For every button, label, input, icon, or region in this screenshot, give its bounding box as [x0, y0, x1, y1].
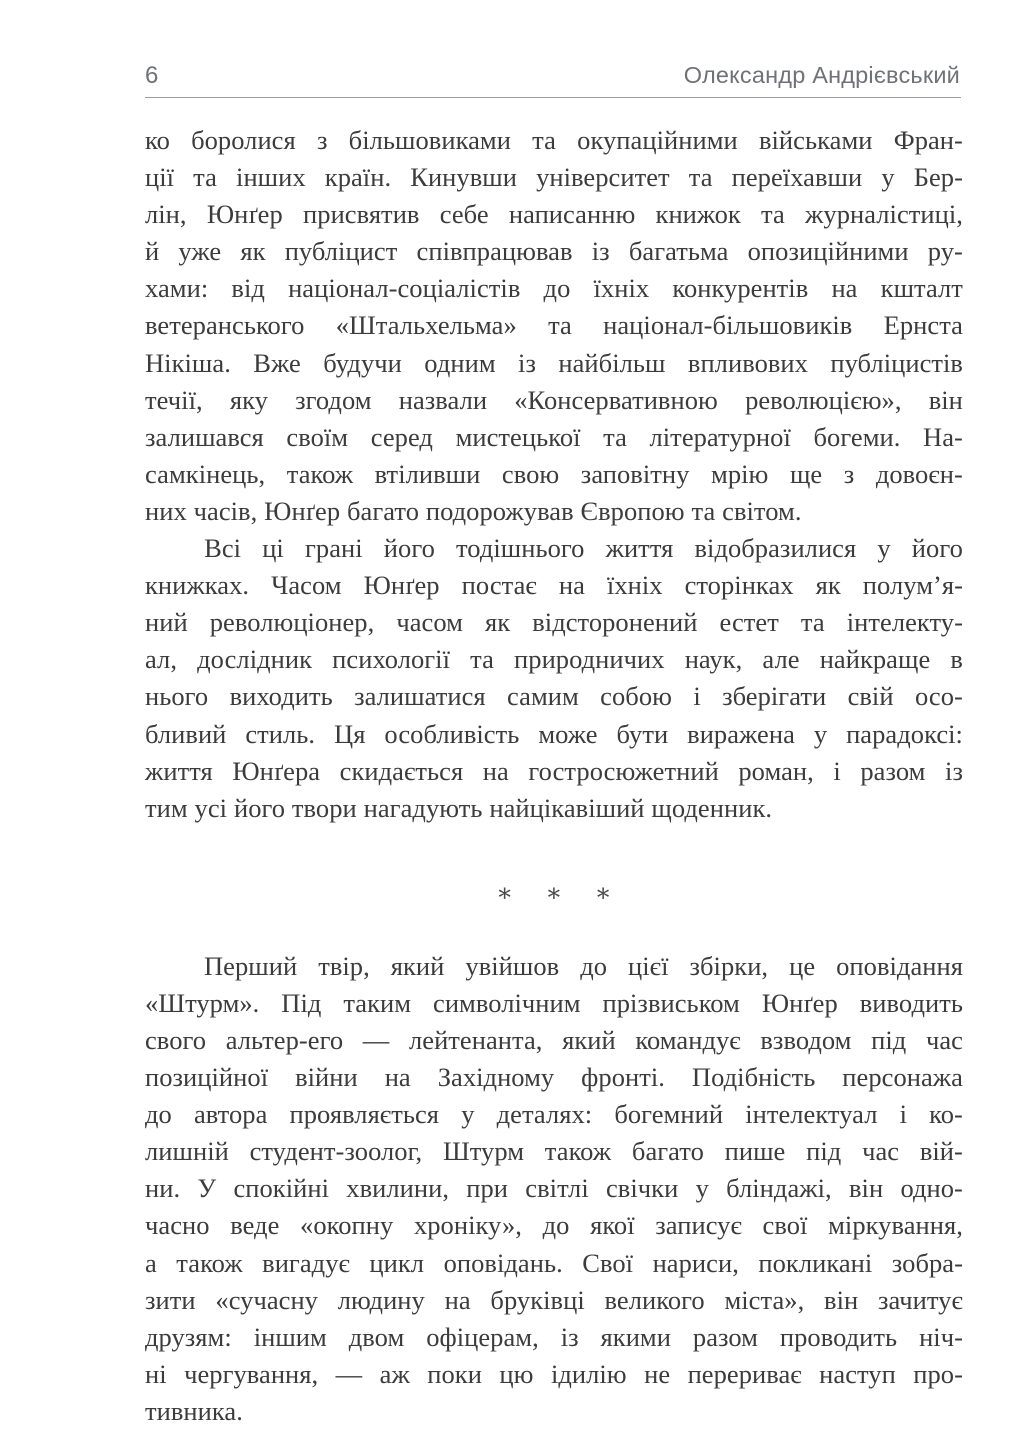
text-word: друзям: [145, 1321, 232, 1352]
text-word: до [145, 1099, 172, 1130]
text-word: найбільш [558, 347, 666, 378]
paragraph-1 [145, 122, 963, 530]
text-line [145, 716, 963, 753]
text-word: іншим [253, 1321, 327, 1352]
text-word: університет [536, 162, 670, 193]
text-word: ці [262, 533, 284, 564]
text-word: естет [719, 607, 779, 638]
text-word: у [695, 1173, 709, 1204]
text-word: — [362, 1024, 390, 1055]
text-word: світлі [525, 1173, 589, 1204]
paragraph-3 [145, 948, 963, 1430]
text-word: багато [631, 1136, 704, 1167]
text-word: ний [145, 607, 188, 638]
text-word: Вже [253, 347, 301, 378]
text-word: одним [424, 347, 496, 378]
text-word: богемний [614, 1099, 724, 1130]
text-word: бліндажі, [726, 1173, 832, 1204]
text-word: оповідання [836, 950, 963, 981]
text-word: течії, [145, 384, 203, 415]
text-word: особливість [384, 718, 520, 749]
text-word: — [335, 1358, 363, 1389]
text-word: автора [193, 1099, 268, 1130]
text-word: свій [847, 681, 894, 712]
text-line [145, 382, 963, 419]
text-word: та [800, 607, 825, 638]
text-word: У [197, 1173, 217, 1204]
text-word: від [231, 273, 265, 304]
text-word: мистецької [455, 421, 581, 452]
text-word: співпрацював [416, 236, 573, 267]
text-word: та [761, 199, 785, 230]
text-word: який [562, 1024, 616, 1055]
text-word: лін, [145, 199, 187, 230]
text-word: назвали [398, 384, 488, 415]
text-word: своїм [286, 421, 349, 452]
text-word: постає [461, 570, 537, 601]
text-word: зачитує [878, 1284, 963, 1315]
text-word: Під [281, 987, 322, 1018]
text-word: Фран- [893, 125, 963, 155]
text-word: разом [692, 1321, 758, 1352]
text-word: твір, [318, 950, 370, 981]
text-line [145, 1059, 963, 1096]
text-word: Нікіша. [145, 347, 231, 378]
text-word: а [145, 1247, 157, 1278]
text-word: більшовиками [348, 125, 511, 155]
text-word: заповітну [580, 458, 690, 489]
text-word: націонал-соціалістів [288, 273, 521, 304]
separator-gap-top [145, 827, 963, 875]
text-word: але [762, 644, 800, 675]
text-word: часом [396, 607, 463, 638]
text-word: залишатися [354, 681, 486, 712]
text-line [145, 1170, 963, 1207]
text-word: проявляється [289, 1099, 440, 1130]
paragraph-indent [145, 948, 183, 985]
text-word: цієї [628, 950, 669, 981]
text-word: Свої [582, 1247, 634, 1278]
text-line [145, 1096, 963, 1133]
text-word: свою [501, 458, 560, 489]
text-word: самкінець, [145, 458, 266, 489]
text-line [145, 233, 963, 270]
text-line [145, 567, 963, 604]
text-word: ідилію [550, 1358, 627, 1389]
text-line [145, 419, 963, 456]
text-word: інших [236, 162, 306, 193]
text-word: боролися [191, 125, 296, 155]
text-word: якої [590, 1210, 635, 1241]
text-word: книжок [655, 199, 741, 230]
text-word: себе [439, 199, 489, 230]
text-word: при [466, 1173, 509, 1204]
text-word: на [831, 273, 858, 304]
text-word: студент-зоолог, [249, 1136, 423, 1167]
text-word: революціонер, [209, 607, 375, 638]
text-word: ні [145, 1358, 167, 1389]
text-word: до [543, 273, 571, 304]
text-word: хвилини, [346, 1173, 450, 1204]
text-word: також [544, 1136, 612, 1167]
text-word: під [871, 1024, 907, 1055]
text-word: одно- [900, 1173, 963, 1204]
text-word: Кинувши [410, 162, 517, 193]
text-word: ру- [927, 236, 963, 267]
text-word: Юнґер [761, 987, 838, 1018]
text-word: гостросюжетний [528, 755, 719, 786]
text-word: кшталт [880, 273, 963, 304]
text-word: до [542, 1210, 570, 1241]
text-word: він [824, 1284, 859, 1315]
text-word: його [383, 533, 435, 564]
text-word: символічним [433, 987, 581, 1018]
text-word: міркування, [828, 1210, 963, 1241]
text-word: чергування, [184, 1358, 319, 1389]
text-word: ще [789, 458, 823, 489]
text-word: літературної [649, 421, 791, 452]
page-number: 6 [145, 62, 159, 89]
text-line [145, 1282, 963, 1319]
header-rule [145, 97, 961, 98]
text-word: Юнґера [232, 755, 321, 786]
paragraph-2 [145, 530, 963, 827]
text-word: деталях: [496, 1099, 593, 1130]
text-word: парадоксі: [846, 718, 963, 749]
text-word: Юнґер [363, 570, 440, 601]
text-word: та [193, 162, 217, 193]
text-word: «Консервативною [514, 384, 718, 415]
text-word: таким [343, 987, 412, 1018]
text-line [145, 1356, 963, 1393]
text-word: Ця [334, 718, 366, 749]
text-word: вій- [919, 1136, 963, 1167]
text-word: до [580, 950, 608, 981]
text-word: життя [145, 755, 213, 786]
text-word: командує [635, 1024, 741, 1055]
paragraph-indent [145, 530, 183, 567]
asterism-separator: ∗ ∗ ∗ [496, 879, 625, 907]
text-line [145, 641, 963, 678]
text-word: книжках. [145, 570, 250, 601]
text-word: психології [332, 644, 451, 675]
text-word: на [558, 570, 585, 601]
text-word: самим [507, 681, 579, 712]
text-word: публіцистів [830, 347, 963, 378]
text-word: під [806, 1136, 842, 1167]
text-word: богеми. [813, 421, 901, 452]
text-word: пише [724, 1136, 786, 1167]
text-word: осо- [914, 681, 963, 712]
text-line [145, 678, 963, 715]
text-word: час [925, 1024, 963, 1055]
text-word: та [603, 421, 627, 452]
text-word: міста», [724, 1284, 805, 1315]
text-word: природничих [514, 644, 665, 675]
text-word: стиль. [245, 718, 316, 749]
text-word: також [286, 458, 354, 489]
text-word: життя [605, 533, 674, 564]
text-word: позиційної [145, 1062, 269, 1093]
text-word: про- [913, 1358, 963, 1389]
text-line [145, 1207, 963, 1244]
text-word: журналістиці, [805, 199, 963, 230]
text-word: нього [145, 681, 209, 712]
text-word: час [862, 1136, 900, 1167]
text-word: найкраще [819, 644, 931, 675]
text-word: яку [229, 384, 268, 415]
text-word: революцією», [745, 384, 902, 415]
text-word: Подібність [691, 1062, 816, 1093]
text-word: ції [145, 162, 175, 193]
text-word: прізвиськом [602, 987, 740, 1018]
running-title: Олександр Андрієвський [683, 62, 960, 88]
text-word: альтер-его [225, 1024, 344, 1055]
text-line [145, 307, 963, 344]
body-text-block [145, 122, 963, 1430]
text-line [145, 948, 963, 985]
text-word: і [899, 1099, 908, 1130]
text-line [145, 270, 963, 307]
text-word: інтелекту- [846, 607, 963, 638]
text-word: фронті. [581, 1062, 665, 1093]
text-line: тивника. [145, 1395, 243, 1426]
text-word: спокійні [233, 1173, 330, 1204]
text-word: тодішнього [456, 533, 585, 564]
text-line: тим усі його твори нагадують найцікавіший щоденник. [145, 792, 773, 823]
text-word: ветеранського [145, 310, 305, 341]
text-word: ал, [145, 644, 177, 675]
text-word: з [316, 125, 328, 155]
text-line [145, 753, 963, 790]
text-word: зити [145, 1284, 196, 1315]
text-word: впливових [687, 347, 808, 378]
text-word: довоєн- [875, 458, 963, 489]
text-word: Юнґер [206, 199, 283, 230]
running-head [145, 60, 960, 91]
text-word: відобразилися [694, 533, 857, 564]
text-word: присвятив [303, 199, 420, 230]
text-line [145, 122, 963, 159]
text-line [145, 530, 963, 567]
text-word: опозиційними [747, 236, 909, 267]
text-word: Всі [204, 533, 242, 564]
text-word: оповідань. [443, 1247, 563, 1278]
text-word: його [911, 533, 963, 564]
text-word: грані [304, 533, 363, 564]
text-word: поки [427, 1358, 482, 1389]
text-word: людину [337, 1284, 425, 1315]
text-word: наступ [819, 1358, 896, 1389]
text-word: нариси, [652, 1247, 739, 1278]
text-word: бути [616, 718, 669, 749]
text-word: веде [230, 1210, 280, 1241]
text-word: націонал-більшовиків [603, 310, 853, 341]
text-word: у [461, 1099, 475, 1130]
text-word: також [176, 1247, 243, 1278]
text-word: залишався [145, 421, 264, 452]
text-word: Штурм [442, 1136, 525, 1167]
text-word: «окопну [300, 1210, 394, 1241]
text-word: у [813, 718, 828, 749]
text-word: «Штурм». [145, 987, 260, 1018]
text-word: бливий [145, 718, 227, 749]
text-word: Перший [203, 950, 298, 981]
text-word: конкурентів [672, 273, 809, 304]
text-word: перериває [687, 1358, 802, 1389]
text-word: та [532, 125, 556, 155]
text-word: хами: [145, 273, 209, 304]
text-word: їхніх [606, 570, 663, 601]
text-word: увійшов [465, 950, 560, 981]
text-word: великого [604, 1284, 705, 1315]
text-word: публіцист [284, 236, 398, 267]
text-word: та [470, 644, 494, 675]
text-word: ни. [145, 1173, 181, 1204]
text-word: «сучасну [215, 1284, 318, 1315]
text-word: окупаційними [577, 125, 738, 155]
text-word: свої [762, 1210, 808, 1241]
text-word: мрію [711, 458, 769, 489]
text-word: й [145, 236, 160, 267]
text-word: виводить [859, 987, 963, 1018]
text-line [145, 1245, 963, 1282]
text-word: не [644, 1358, 671, 1389]
text-word: втіливши [374, 458, 481, 489]
text-word: і [693, 681, 701, 712]
text-word: у [877, 533, 891, 564]
text-word: із [560, 1321, 579, 1352]
text-word: «Штальхельма» [335, 310, 517, 341]
text-word: роман, [738, 755, 814, 786]
text-word: На- [923, 421, 963, 452]
text-word: покликані [758, 1247, 873, 1278]
text-word: уже [178, 236, 222, 267]
text-word: проводить [779, 1321, 898, 1352]
text-word: країн. [324, 162, 392, 193]
text-line [145, 1133, 963, 1170]
text-word: лишній [145, 1136, 229, 1167]
text-word: в [950, 644, 963, 675]
text-word: Бер- [913, 162, 963, 193]
text-word: разом [860, 755, 926, 786]
text-word: собою [600, 681, 672, 712]
text-word: виражена [687, 718, 795, 749]
text-word: він [848, 1173, 884, 1204]
text-word: він [928, 384, 963, 415]
text-line [145, 456, 963, 493]
text-line [145, 196, 963, 233]
text-word: взводом [760, 1024, 852, 1055]
text-word: часно [145, 1210, 210, 1241]
text-word: на [444, 1284, 471, 1315]
text-word: серед [370, 421, 433, 452]
separator-gap-bottom [145, 912, 963, 948]
text-word: Часом [271, 570, 342, 601]
text-word: вигадує [262, 1247, 350, 1278]
text-line [145, 345, 963, 382]
text-word: із [518, 347, 536, 378]
text-word: який [390, 950, 445, 981]
text-word: наук, [684, 644, 743, 675]
text-word: свічки [605, 1173, 679, 1204]
text-line [145, 604, 963, 641]
text-word: багатьма [628, 236, 729, 267]
text-word: Західному [437, 1062, 555, 1093]
text-word: записує [655, 1210, 742, 1241]
text-word: це [789, 950, 816, 981]
text-word: збірки, [689, 950, 769, 981]
text-word: згодом [295, 384, 372, 415]
text-word: персонажа [842, 1062, 963, 1093]
text-word: свого [145, 1024, 207, 1055]
text-word: у [881, 162, 895, 193]
text-word: ко [145, 125, 170, 155]
text-word: Ернста [883, 310, 963, 341]
text-word: цикл [369, 1247, 425, 1278]
text-word: будучи [323, 347, 402, 378]
text-word: бруківці [490, 1284, 585, 1315]
text-word: як [485, 607, 511, 638]
text-word: війни [295, 1062, 358, 1093]
text-word: інтелектуал [745, 1099, 878, 1130]
text-word: та [548, 310, 572, 341]
text-word: відсторонений [532, 607, 698, 638]
text-word: сторінках [684, 570, 794, 601]
text-word: на [384, 1062, 411, 1093]
text-line [145, 1319, 963, 1356]
text-word: із [945, 755, 963, 786]
text-word: дослідник [197, 644, 313, 675]
text-word: може [538, 718, 598, 749]
text-word: їхніх [593, 273, 650, 304]
text-word: зберігати [722, 681, 827, 712]
text-word: якими [600, 1321, 671, 1352]
text-word: скидається [339, 755, 464, 786]
text-word: полум’я- [862, 570, 963, 601]
text-line [145, 159, 963, 196]
text-word: цю [499, 1358, 534, 1389]
text-word: і [833, 755, 841, 786]
text-word: з [843, 458, 855, 489]
text-line: них часів, Юнґер багато подорожував Європою та світом. [145, 495, 802, 526]
text-word: лейтенанта, [408, 1024, 543, 1055]
text-word: та [688, 162, 713, 193]
text-word: із [591, 236, 610, 267]
text-line [145, 985, 963, 1022]
text-word: як [240, 236, 266, 267]
text-word: двом [348, 1321, 405, 1352]
text-word: зобра- [891, 1247, 963, 1278]
text-word: офіцерам, [426, 1321, 539, 1352]
text-word: на [482, 755, 509, 786]
text-word: ко- [929, 1099, 963, 1130]
text-word: військами [758, 125, 873, 155]
text-word: хроніку», [413, 1210, 522, 1241]
text-word: написанню [508, 199, 636, 230]
text-line [145, 1022, 963, 1059]
text-word: ніч- [919, 1321, 963, 1352]
text-word: виходить [229, 681, 333, 712]
text-word: переїхавши [731, 162, 863, 193]
text-word: як [815, 570, 841, 601]
text-word: аж [379, 1358, 410, 1389]
